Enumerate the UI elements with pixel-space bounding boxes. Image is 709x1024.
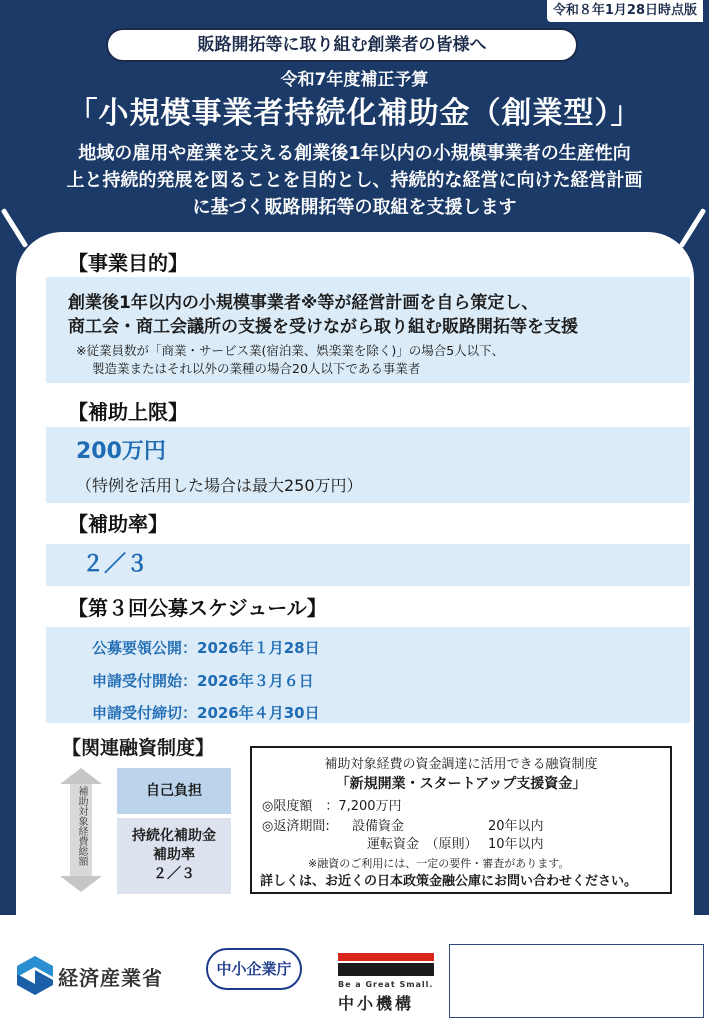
loan-intro: 補助対象経費の資金調達に活用できる融資制度	[324, 757, 598, 772]
schedule-item: 申請受付開始：2026年３月６日	[92, 672, 314, 690]
loan-period-label: ◎返済期間:	[262, 819, 330, 834]
loan-limit: ◎限度額 ：7,200万円	[262, 799, 402, 814]
contact-box	[449, 944, 704, 1018]
purpose-line: 商工会・商工会議所の支援を受けながら取り組む販路開拓等を支援	[68, 317, 578, 337]
limit-note: （特例を活用した場合は最大250万円）	[76, 476, 363, 495]
loan-info-box	[250, 746, 672, 894]
smrj-tagline: Be a Great Small.	[338, 980, 434, 989]
purpose-heading: 【事業目的】	[68, 251, 188, 275]
self-pay-box: 自己負担	[117, 768, 231, 814]
arrow-down-icon	[60, 876, 102, 892]
description-line: 地域の雇用や産業を支える創業後1年以内の小規模事業者の生産性向	[78, 143, 631, 164]
rate-value: ２／３	[82, 552, 149, 577]
double-arrow-icon	[60, 768, 104, 892]
description	[0, 140, 709, 221]
meti-logo-icon	[16, 955, 54, 995]
description-line: 上と持続的発展を図ることを目的とし、持続的な経営に向けた経営計画	[66, 170, 643, 191]
subsidy-box-line: ２／３	[153, 866, 195, 882]
description-line: に基づく販路開拓等の取組を支援します	[192, 197, 517, 218]
smrj-logo-text: 中小機構	[338, 994, 415, 1013]
schedule-heading: 【第３回公募スケジュール】	[68, 596, 327, 620]
budget-label: 令和7年度補正予算	[280, 70, 429, 90]
loan-note: ※融資のご利用には、一定の要件・審査があります。	[308, 857, 570, 870]
loan-name: 「新規開業・スタートアップ支援資金」	[335, 776, 587, 792]
subsidy-box-line: 補助率	[153, 847, 195, 863]
subsidy-box	[117, 818, 231, 894]
smrj-logo-red-bar	[338, 953, 434, 961]
purpose-line: 創業後1年以内の小規模事業者※等が経営計画を自ら策定し、	[68, 293, 539, 313]
limit-heading: 【補助上限】	[68, 400, 188, 424]
purpose-note: ※従業員数が「商業・サービス業(宿泊業、娯楽業を除く)」の場合5人以下、	[76, 343, 505, 358]
subsidy-box-line: 持続化補助金	[132, 828, 216, 844]
schedule-item: 公募要領公開：2026年１月28日	[92, 639, 320, 657]
purpose-note: 製造業またはそれ以外の業種の場合20人以下である事業者	[92, 361, 421, 376]
limit-amount: 200万円	[76, 439, 166, 464]
loan-period-item: 運転資金 （原則）	[367, 837, 478, 852]
target-audience-pill: 販路開拓等に取り組む創業者の皆様へ	[106, 28, 578, 62]
loan-contact: 詳しくは、お近くの日本政策金融公庫にお問い合わせください。	[260, 874, 638, 889]
meti-logo-text: 経済産業省	[58, 966, 163, 990]
schedule-item: 申請受付締切：2026年４月30日	[92, 704, 320, 722]
page-title: 「小規模事業者持続化補助金（創業型）」	[67, 96, 642, 131]
chusho-logo: 中小企業庁	[206, 948, 302, 990]
rate-heading: 【補助率】	[68, 512, 168, 536]
arrow-label: 補助対象経費総額	[76, 786, 87, 866]
loan-period-term: 20年以内	[488, 819, 544, 834]
arrow-up-icon	[60, 768, 102, 784]
loan-period-item: 設備資金	[352, 819, 405, 834]
financing-heading: 【関連融資制度】	[62, 737, 215, 759]
loan-period-term: 10年以内	[488, 837, 544, 852]
smrj-logo-black-bar	[338, 963, 434, 976]
date-stamp: 令和８年1月28日時点版	[547, 0, 703, 22]
